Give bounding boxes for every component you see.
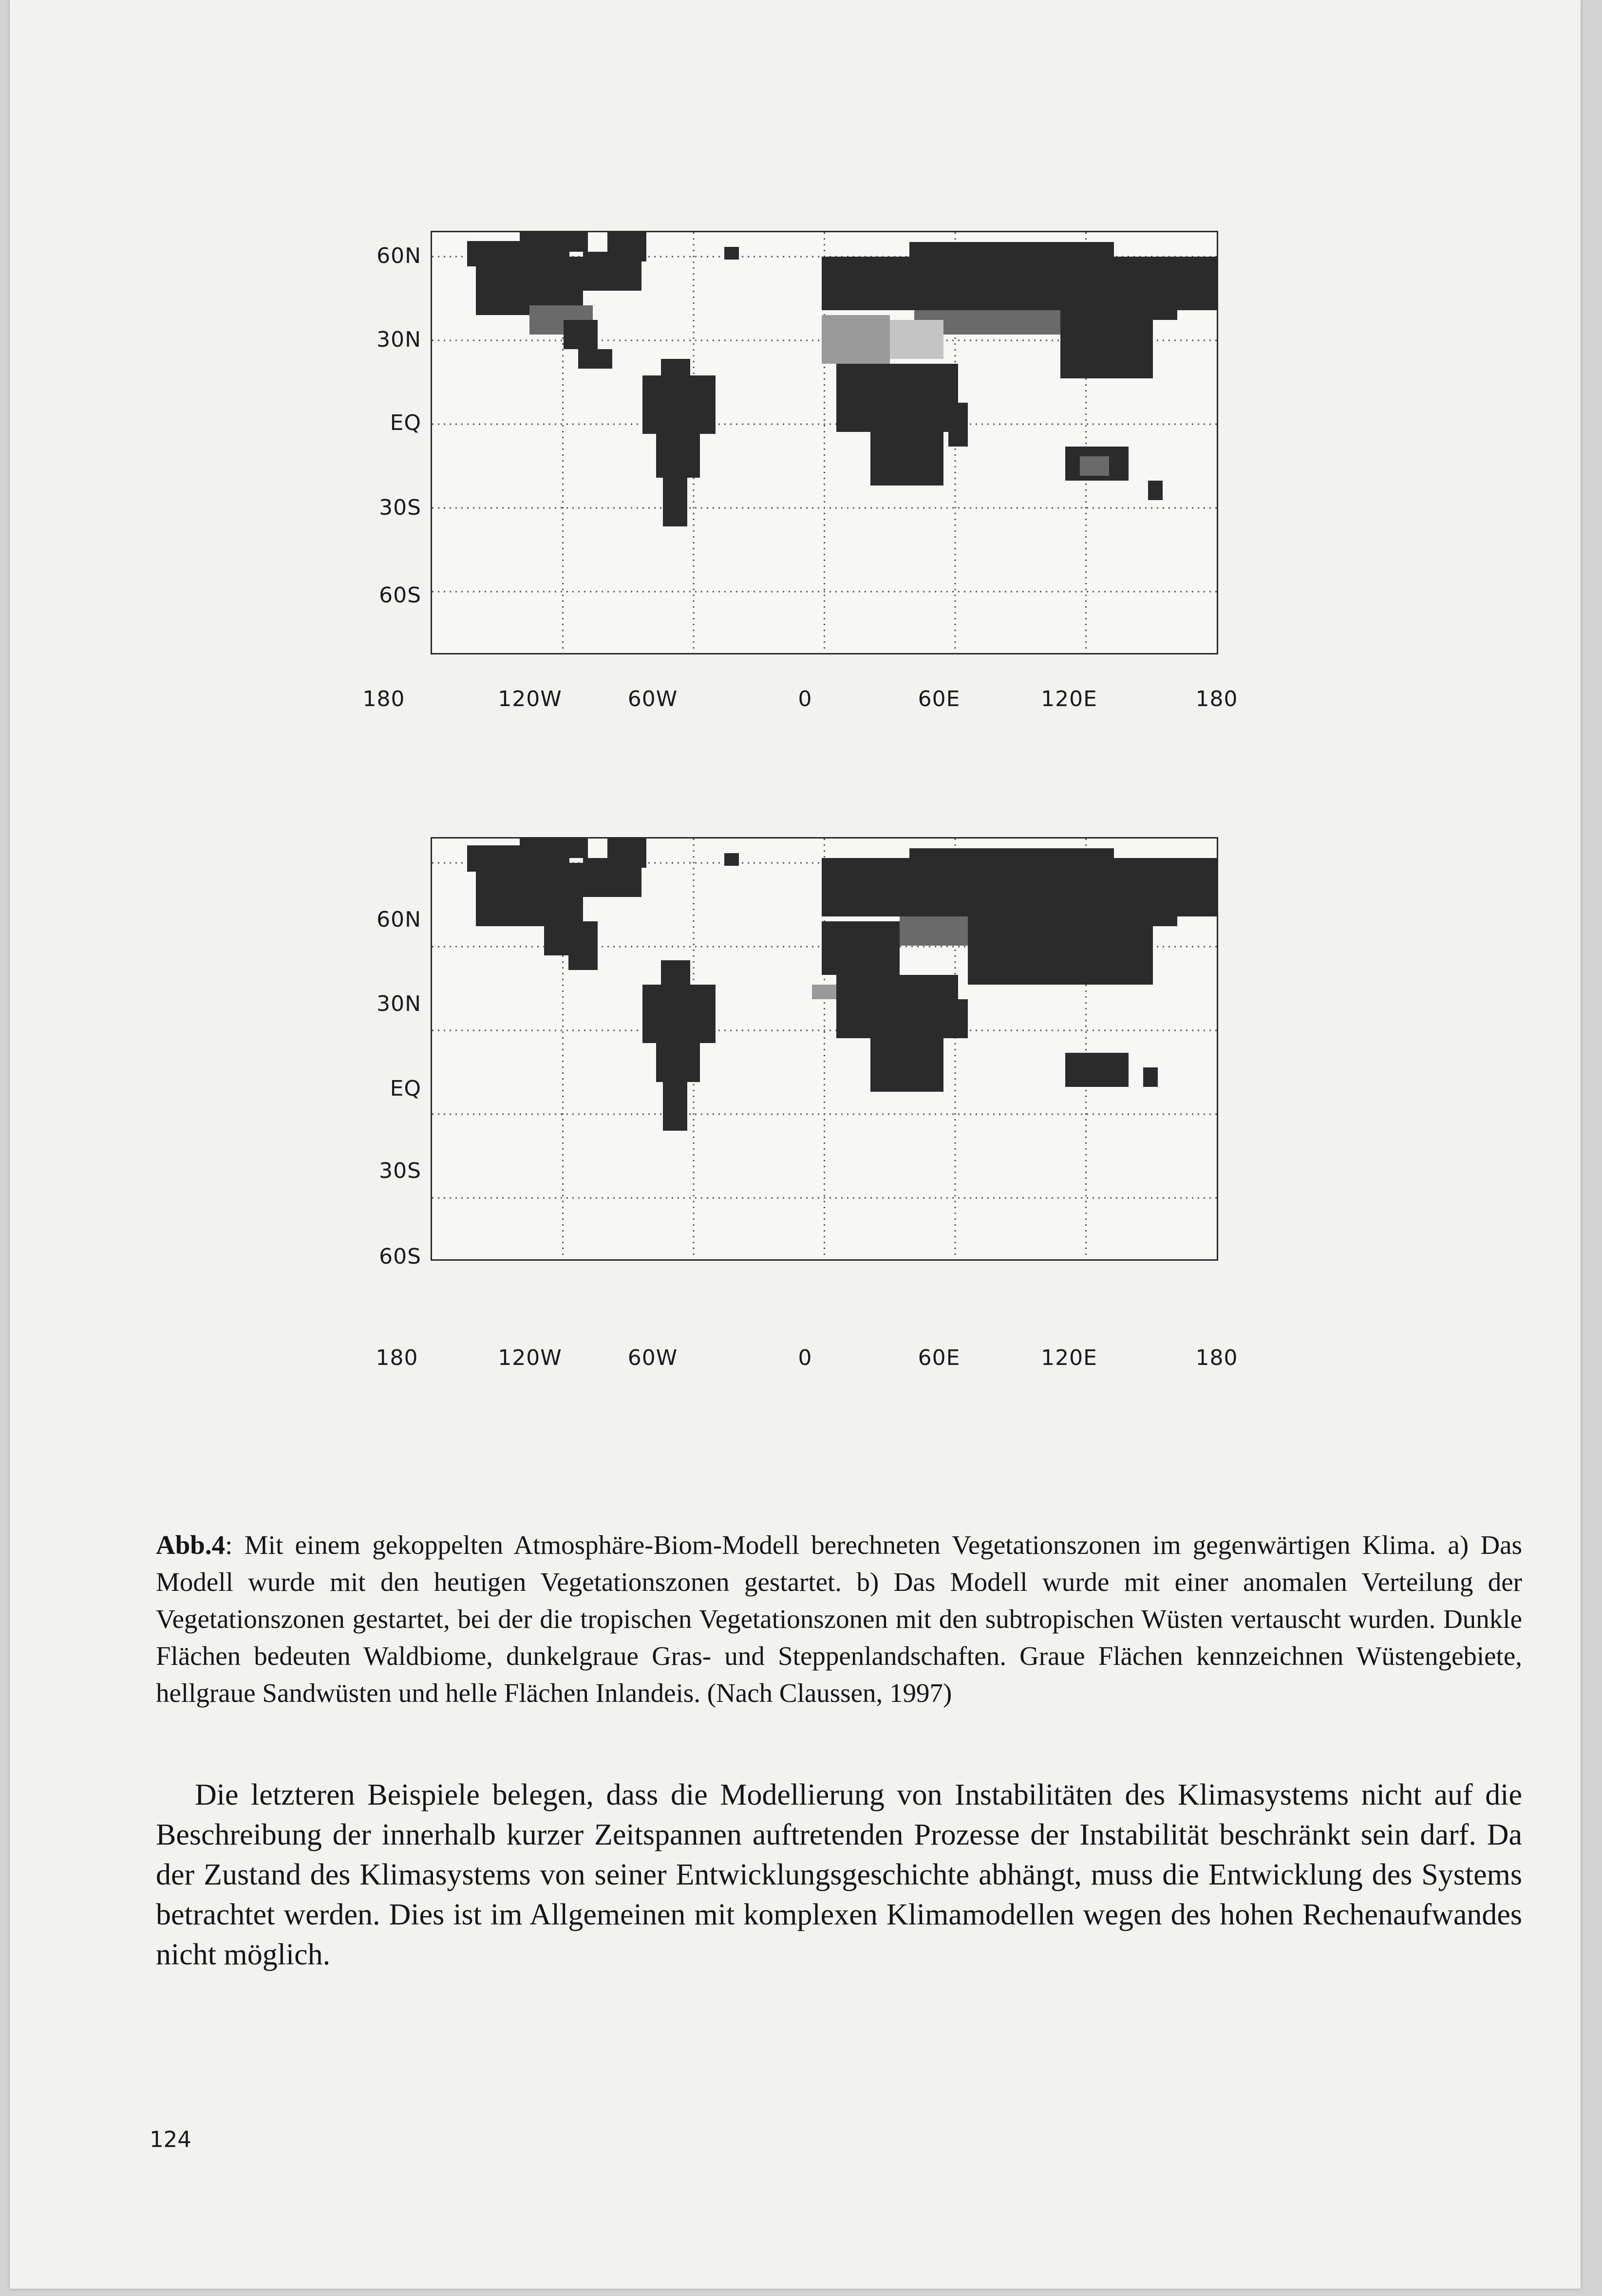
longitude-label: 180	[1195, 1345, 1238, 1370]
figure-caption	[156, 1527, 1522, 1712]
forest-area	[822, 921, 900, 975]
ice-area	[724, 247, 739, 260]
forest-area	[642, 985, 716, 1043]
latitude-label: 60N	[377, 243, 421, 268]
caption-text: : Mit einem gekoppelten Atmosphäre-Biom-Modell berechneten Vegetationszonen im gegenwärtigen Klima. a) Das Modell wurde mit den heutigen Vegetationszonen gestartet. b) Das Modell wurde mit einer anomalen Verteilung der Vegetationszonen gestartet, bei der die tropischen Vegetationszonen mit den subtropischen Wüsten vertauscht wurden. Dunkle Flächen bedeuten Waldbiome, dunkelgraue Gras- und Steppenlandschaften. Graue Flächen kennzeichnen Wüstengebiete, hellgraue Sandwüsten und helle Flächen Inlandeis. (Nach Claussen, 1997)	[156, 1530, 1522, 1708]
longitude-label: 60W	[627, 687, 678, 711]
forest-area	[909, 242, 1114, 261]
forest-area	[1148, 902, 1177, 926]
forest-area	[836, 975, 958, 1038]
latitude-label: 30N	[377, 327, 421, 352]
forest-area	[578, 349, 612, 369]
caption-label: Abb.4	[156, 1530, 226, 1560]
forest-area	[663, 478, 687, 526]
vegetation-map-b	[431, 837, 1218, 1261]
forest-area	[656, 434, 700, 478]
latitude-label: 30S	[379, 495, 421, 520]
vegetation-map-a	[431, 231, 1218, 654]
forest-area	[607, 232, 646, 261]
forest-area	[1065, 1053, 1129, 1087]
forest-area	[544, 921, 598, 955]
longitude-label: 0	[798, 1345, 812, 1370]
longitude-label: 120W	[498, 1345, 562, 1370]
longitude-label: 180	[376, 1345, 418, 1370]
forest-area	[568, 951, 598, 970]
latitude-label: EQ	[390, 411, 421, 435]
longitude-label: 180	[1195, 687, 1238, 711]
book-page	[10, 0, 1581, 2289]
longitude-label: 60E	[918, 1345, 961, 1370]
forest-area	[948, 403, 968, 447]
latitude-label: 60N	[377, 907, 421, 932]
forest-area	[1148, 481, 1163, 500]
forest-area	[909, 848, 1114, 868]
forest-area	[661, 359, 690, 378]
page-number: 124	[150, 2127, 191, 2152]
forest-area	[948, 999, 968, 1038]
latitude-label: 30N	[377, 991, 421, 1016]
longitude-label: 120E	[1041, 1345, 1097, 1370]
longitude-label: 120W	[498, 687, 562, 711]
latitude-label: 60S	[379, 1244, 421, 1269]
ice-area	[724, 853, 739, 866]
latitude-label: 60S	[379, 583, 421, 608]
forest-area	[968, 916, 1153, 985]
latitude-label: 30S	[379, 1158, 421, 1183]
grassland-area	[900, 916, 968, 946]
forest-area	[870, 1038, 943, 1092]
longitude-label: 0	[798, 687, 812, 711]
latitude-label: EQ	[390, 1076, 421, 1101]
longitude-label: 60E	[918, 687, 961, 711]
forest-area	[520, 839, 588, 858]
longitude-label: 120E	[1041, 687, 1097, 711]
forest-area	[642, 375, 716, 434]
longitude-label: 60W	[627, 1345, 678, 1370]
desert-area	[822, 315, 890, 364]
forest-area	[1143, 1067, 1158, 1087]
forest-area	[836, 364, 958, 432]
forest-area	[870, 432, 943, 485]
forest-area	[661, 960, 690, 985]
body-paragraph: Die letzteren Beispiele belegen, dass die Modellierung von Instabilitäten des Klimasystems nicht auf die Beschreibung der innerhalb kurzer Zeitspannen auftretenden Prozesse der Instabilität beschränkt sein darf. Da der Zustand des Klimasystems von seiner Entwicklungsgeschichte abhängt, muss die Entwicklung des Systems betrachtet werden. Dies ist im Allgemeinen mit komplexen Klimamodellen wegen des hohen Rechenaufwandes nicht möglich.	[156, 1778, 1522, 1971]
forest-area	[656, 1043, 700, 1082]
longitude-label: 180	[362, 687, 405, 711]
sand-desert-area	[890, 320, 943, 359]
forest-area	[1060, 305, 1153, 378]
forest-area	[1148, 296, 1177, 320]
forest-area	[476, 863, 583, 926]
forest-area	[663, 1082, 687, 1131]
desert-area	[1080, 456, 1109, 476]
forest-area	[607, 839, 646, 868]
forest-area	[520, 232, 588, 252]
forest-area	[564, 320, 598, 349]
